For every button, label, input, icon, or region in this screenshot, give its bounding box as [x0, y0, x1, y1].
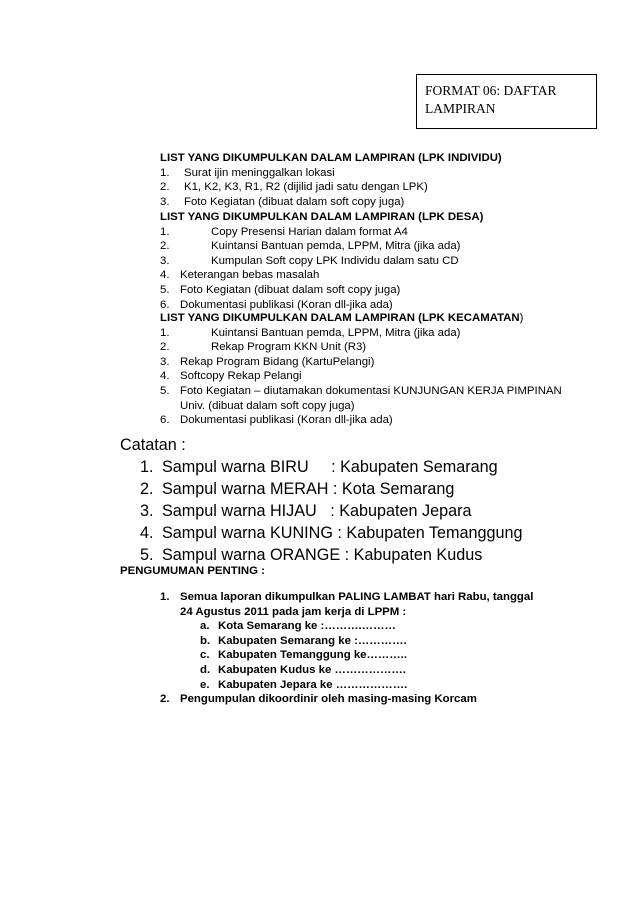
pengumuman-subitem [160, 648, 580, 663]
catatan-item-text: Sampul warna ORANGE : Kabupaten Kudus [162, 546, 483, 564]
pengumuman-subitem [160, 634, 580, 649]
subitem-text: Kabupaten Kudus ke ………………. [218, 663, 406, 676]
catatan-item-text: Sampul warna BIRU : Kabupaten Semarang [162, 458, 498, 476]
catatan-item [120, 522, 523, 544]
pengumuman-item-number: 1. [160, 591, 170, 603]
list-item-text: Softcopy Rekap Pelangi [180, 370, 302, 383]
subitem-letter: b. [200, 634, 211, 647]
list-item [160, 326, 600, 341]
pengumuman-list [160, 590, 580, 707]
list-item-number: 1. [160, 326, 170, 339]
catatan-item-text: Sampul warna KUNING : Kabupaten Temanggung [162, 524, 523, 542]
pengumuman-subitem [160, 678, 580, 693]
subitem-letter: c. [200, 649, 210, 662]
pengumuman-subitem [160, 663, 580, 678]
section-lpk-individu [160, 151, 600, 209]
subitem-letter: e. [200, 678, 210, 691]
format-label-line2: LAMPIRAN [425, 101, 496, 116]
catatan-item-text: Sampul warna MERAH : Kota Semarang [162, 480, 455, 498]
subitem-text: Kabupaten Temanggung ke……….. [218, 649, 408, 662]
section-title: LIST YANG DIKUMPULKAN DALAM LAMPIRAN (LPK DESA) [160, 211, 484, 223]
list-item [160, 384, 565, 413]
catatan-item-number: 3. [140, 502, 154, 520]
catatan-item-number: 4. [140, 524, 154, 542]
list-item-text: Foto Kegiatan (dibuat dalam soft copy juga) [184, 195, 405, 208]
subitem-letter: a. [200, 620, 210, 633]
catatan-item [120, 478, 523, 500]
list-item-text: Dokumentasi publikasi (Koran dll-jika ada) [180, 298, 393, 311]
format-label-line1: FORMAT 06: DAFTAR [425, 83, 557, 98]
catatan-item-number: 5. [140, 546, 154, 564]
list-item [160, 268, 600, 283]
list-item [160, 180, 600, 195]
list-item-number: 1. [160, 166, 170, 179]
list-item-number: 1. [160, 225, 170, 238]
catatan-item [120, 456, 523, 478]
list-item-text: Foto Kegiatan (dibuat dalam soft copy juga) [180, 283, 401, 296]
list-item [160, 225, 600, 240]
list-item [160, 254, 600, 269]
format-label-box [416, 74, 597, 129]
section-title [160, 311, 600, 326]
list-item [160, 413, 600, 428]
catatan-item [120, 544, 523, 566]
pengumuman-item-text: Pengumpulan dikoordinir oleh masing-masing Korcam [180, 693, 477, 706]
list-item-text: Rekap Program Bidang (KartuPelangi) [180, 355, 375, 368]
list-item-text: Dokumentasi publikasi (Koran dll-jika ada) [180, 414, 393, 427]
list-item-number: 3. [160, 195, 170, 208]
pengumuman-item [160, 590, 535, 619]
list-item-text: Copy Presensi Harian dalam format A4 [211, 225, 408, 238]
list-item-text: K1, K2, K3, R1, R2 (dijilid jadi satu dengan LPK) [184, 181, 428, 194]
pengumuman-title: PENGUMUMAN PENTING : [120, 565, 265, 577]
list-item-text: Foto Kegiatan – diutamakan dokumentasi KUNJUNGAN KERJA PIMPINAN Univ. (dibuat dalam soft copy juga) [180, 384, 562, 412]
list-item [160, 166, 600, 181]
list-item-number: 6. [160, 414, 170, 427]
list-item-number: 3. [160, 355, 170, 368]
subitem-text: Kabupaten Semarang ke :…………. [218, 634, 407, 647]
list-item [160, 298, 600, 313]
catatan-item-number: 2. [140, 480, 154, 498]
section-title-text: LIST YANG DIKUMPULKAN DALAM LAMPIRAN (LPK KECAMATAN [160, 312, 520, 324]
list-item-text: Surat ijin meninggalkan lokasi [184, 166, 335, 179]
list-item [160, 369, 600, 384]
list-item-number: 4. [160, 269, 170, 282]
catatan-item [120, 500, 523, 522]
catatan-section [120, 434, 523, 566]
section-title: LIST YANG DIKUMPULKAN DALAM LAMPIRAN (LPK INDIVIDU) [160, 152, 502, 164]
pengumuman-item-number: 2. [160, 693, 170, 706]
catatan-item-number: 1. [140, 458, 154, 476]
list-item [160, 355, 600, 370]
list-item-number: 3. [160, 254, 170, 267]
section-title-tail: ) [519, 312, 524, 324]
section-lpk-kecamatan [160, 311, 600, 428]
list-item-number: 5. [160, 283, 170, 296]
pengumuman-subitem [160, 619, 580, 634]
list-item-number: 2. [160, 181, 170, 194]
list-item [160, 195, 600, 210]
catatan-title: Catatan : [120, 436, 186, 454]
list-item [160, 340, 600, 355]
list-item-number: 4. [160, 370, 170, 383]
list-item-number: 2. [160, 240, 170, 253]
list-item-text: Rekap Program KKN Unit (R3) [211, 341, 367, 354]
list-item-text: Keterangan bebas masalah [180, 269, 320, 282]
list-item-number: 2. [160, 341, 170, 354]
subitem-letter: d. [200, 663, 211, 676]
section-lpk-desa [160, 210, 600, 312]
list-item [160, 239, 600, 254]
pengumuman-item-text: Semua laporan dikumpulkan PALING LAMBAT hari Rabu, tanggal 24 Agustus 2011 pada jam kerja di LPPM : [180, 591, 534, 618]
list-item-text: Kuintansi Bantuan pemda, LPPM, Mitra (jika ada) [211, 326, 461, 339]
catatan-item-text: Sampul warna HIJAU : Kabupaten Jepara [162, 502, 472, 520]
list-item [160, 283, 600, 298]
list-item-number: 5. [160, 384, 170, 397]
list-item-text: Kumpulan Soft copy LPK Individu dalam satu CD [211, 254, 459, 267]
subitem-text: Kabupaten Jepara ke ………………. [218, 678, 408, 691]
subitem-text: Kota Semarang ke :……….……… [218, 620, 396, 633]
list-item-number: 6. [160, 298, 170, 311]
list-item-text: Kuintansi Bantuan pemda, LPPM, Mitra (jika ada) [211, 240, 461, 253]
pengumuman-item [160, 692, 580, 707]
